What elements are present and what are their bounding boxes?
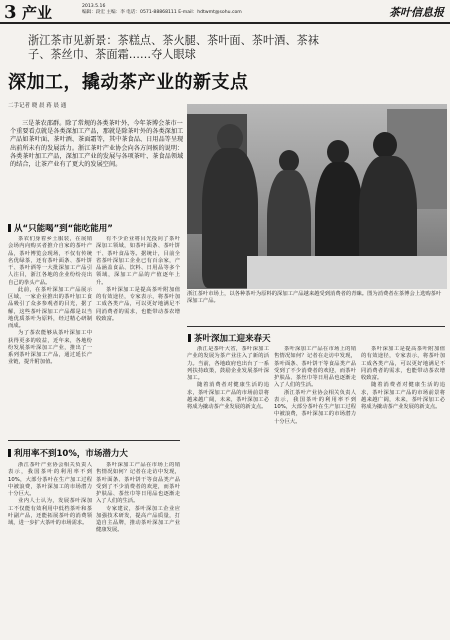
- body-column-4: [96, 462, 180, 637]
- body-paragraph: 业内人士认为，发展茶叶深加工不仅能有效利用中低档茶叶和茶叶副产品，还能拓展茶叶的消费领域，进一步扩大茶叶的市场需求。: [8, 498, 92, 526]
- photo-caption: 浙江茶叶市场上，以各种茶叶为原料的深加工产品越来越受到消费者的青睐。图为消费者在茶博会上选购茶叶深加工产品。: [187, 291, 442, 305]
- body-paragraph: 茶农们身着乡土服装，在展销会场内向购买者推介自家的茶叶产品，茶叶博览会现场，不仅有传统名优绿茶，还有茶叶面条、茶叶饼干、茶叶酒等一大批深加工产品引人注目，浙江各地的企业纷纷亮出自己的拳头产品。: [8, 236, 92, 286]
- page-number: 3: [4, 2, 17, 23]
- article-kicker: 浙江茶市见新景：茶糕点、茶火腿、茶叶面、茶叶酒、茶袜子、茶丝巾、茶面霜……夺人眼球: [28, 34, 319, 61]
- body-paragraph: 浙江茶叶产业协会相关负责人表示，我国茶叶的利用率不到10%，大部分茶叶在生产加工过程中被浪费，茶叶深加工的市场潜力十分巨大。: [8, 462, 92, 497]
- editor-contact: 编辑：段宏 主编：李 电话：0571-88868111 E-mail：hdtwmt@sohu.com: [82, 10, 242, 15]
- subhead-eat-and-use: [8, 222, 113, 234]
- article-headline: 深加工，撬动茶产业的新支点: [8, 72, 249, 93]
- news-photo: [187, 104, 447, 289]
- subhead-spring: [188, 332, 271, 344]
- issue-date: 2013.5.16: [82, 4, 106, 9]
- subhead-text: 从“只能喝”到“能吃能用”: [14, 224, 113, 234]
- body-column-7: [361, 346, 445, 636]
- body-column-3: [8, 462, 92, 637]
- article-byline: 二手记者 晓 晨 蒋 晨 通: [8, 103, 67, 109]
- article-lead: [10, 120, 185, 169]
- body-paragraph: 茶叶深加工产品在市场上的销售情况如何？记者在走访中发现，茶叶面条、茶叶饼干等食品类产品受到了不少消费者的欢迎，而茶叶护肤品、茶丝巾等日用品也逐渐走入了人们的生活。: [96, 462, 180, 505]
- body-paragraph: 浙江茶叶产业协会相关负责人表示，我国茶叶的利用率不到10%，大部分茶叶在生产加工过程中被浪费，茶叶深加工的市场潜力十分巨大。: [274, 389, 356, 425]
- newspaper-name: 茶叶信息报: [389, 6, 444, 19]
- column-divider: [187, 326, 445, 327]
- lead-paragraph: 三是茶农邵群。除了常规的各类茶叶外，今年茶博会茶市一个重要看点就是各类深加工产品，那就是除茶叶外的各类深加工产品如茶叶面、茶叶酒、茶面霜等，其中茶食品、日用品等呈现出前所未有的发展活力。浙江茶叶产业协会向各方问候的说明：各类茶叶加工产品，深加工产业的发展与各项茶叶、茶食品领域的结合，让茶产业有了更大的发展空间。: [10, 120, 184, 169]
- body-column-2: [96, 236, 180, 438]
- subhead-text: 茶叶深加工迎来春天: [194, 334, 271, 344]
- body-paragraph: 随着消费者对健康生活的追求，茶叶深加工产品的市场前景将越来越广阔，未来，茶叶深加工必将成为撬动茶产业发展的新支点。: [361, 382, 445, 410]
- column-divider: [8, 440, 180, 441]
- body-paragraph: 为了茶农能够从茶叶深加工中获得更多的收益，近年来，各地纷纷发展茶叶深加工产业，推出了一系列茶叶深加工产品，通过延长产业链，提升附加值。: [8, 330, 92, 366]
- subhead-utilization: [8, 447, 128, 459]
- body-paragraph: 茶叶深加工是提高茶叶附加值的有效途径，专家表示，将茶叶加工成各类产品，可以更好地满足不同消费者的需求，也能带动茶农增收致富。: [96, 286, 180, 322]
- body-paragraph: 有不少企业将目光投向了茶叶深加工领域，如茶叶面条、茶叶饼干、茶叶食品等。据统计，目前全省茶叶深加工企业已有百余家，产品涵盖食品、饮料、日用品等多个领域，深加工产品的产值逐年上升。: [96, 236, 180, 286]
- subhead-text: 利用率不到10%，市场潜力大: [14, 449, 128, 459]
- body-paragraph: 此前，在茶叶深加工产品展示区域，一家企业推出的茶叶加工食品吸引了众多参观者的目光，据了解，这些茶叶深加工产品都是以当地优质茶叶为原料，经过精心研制而成。: [8, 286, 92, 329]
- body-paragraph: 浙江是茶叶大省，茶叶深加工产业的发展为茶产业注入了新的活力。当前，各地政府也出台了一系列扶持政策，鼓励企业发展茶叶深加工。: [187, 346, 269, 381]
- body-column-5: [187, 346, 269, 636]
- masthead-meta: [82, 4, 242, 16]
- section-title: 产业: [22, 4, 53, 22]
- body-paragraph: 专家建议，茶叶深加工企业应加强技术研发，提高产品质量，打造自主品牌，推动茶叶深加工产业健康发展。: [96, 505, 180, 534]
- body-column-6: [274, 346, 356, 636]
- body-paragraph: 茶叶深加工产品在市场上的销售情况如何？记者在走访中发现，茶叶面条、茶叶饼干等食品类产品受到了不少消费者的欢迎，而茶叶护肤品、茶丝巾等日用品也逐渐走入了人们的生活。: [274, 346, 356, 389]
- masthead: [0, 0, 450, 24]
- body-paragraph: 茶叶深加工是提高茶叶附加值的有效途径，专家表示，将茶叶加工成各类产品，可以更好地满足不同消费者的需求，也能带动茶农增收致富。: [361, 346, 445, 381]
- body-column-1: [8, 236, 92, 438]
- body-paragraph: 随着消费者对健康生活的追求，茶叶深加工产品的市场前景将越来越广阔，未来，茶叶深加工必将成为撬动茶产业发展的新支点。: [187, 382, 269, 410]
